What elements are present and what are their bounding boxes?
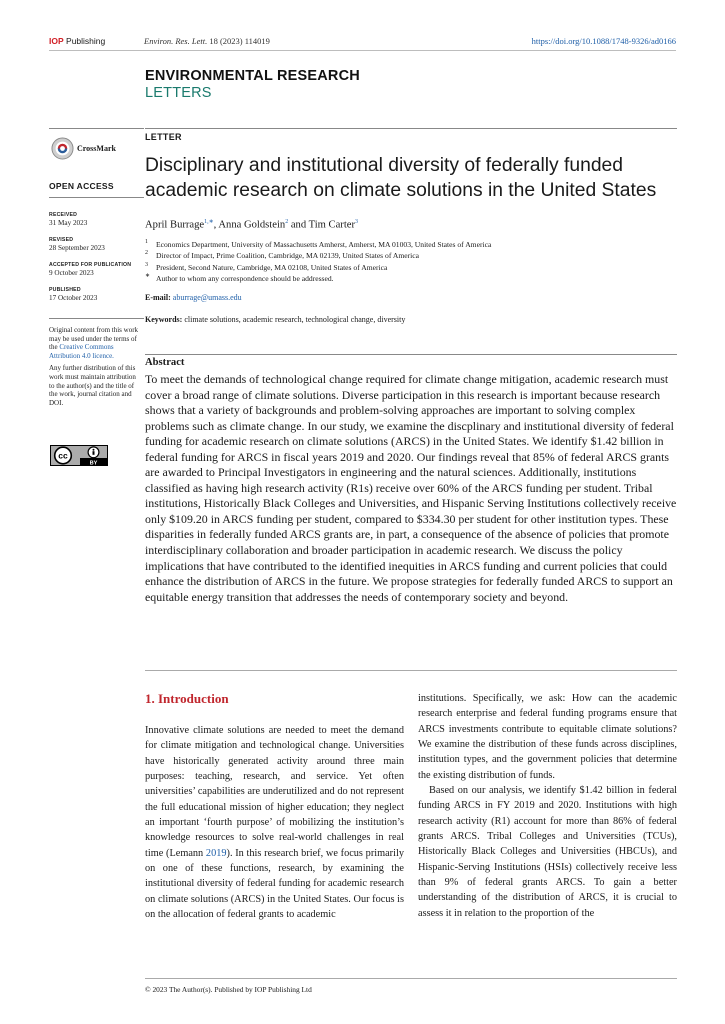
date-value: 17 October 2023 — [49, 294, 98, 302]
date-label: PUBLISHED — [49, 287, 81, 293]
author-name: April Burrage — [145, 219, 205, 231]
contact-email: E-mail: aburrage@umass.edu — [145, 293, 242, 302]
affiliation-row: 2 Director of Impact, Prime Coalition, Cambridge, MA 02139, United States of America — [145, 250, 419, 261]
author-name: Tim Carter — [308, 219, 355, 231]
date-label: ACCEPTED FOR PUBLICATION — [49, 262, 132, 268]
running-header — [49, 36, 676, 48]
license-paragraph: Original content from this work may be used under the terms of the Creative Commons Attribution 4.0 licence. — [49, 326, 139, 360]
cc-licence-link[interactable]: Creative Commons Attribution 4.0 licence. — [49, 343, 114, 360]
journal-citation: Environ. Res. Lett. 18 (2023) 114019 — [144, 36, 270, 46]
date-published — [49, 287, 139, 312]
date-value: 9 October 2023 — [49, 269, 94, 277]
crossmark-icon — [51, 137, 74, 160]
keywords: Keywords: climate solutions, academic research, technological change, diversity — [145, 315, 406, 324]
affiliation-row: 1 Economics Department, University of Massachusetts Amherst, Amherst, MA 01003, United States of America — [145, 239, 492, 249]
iop-publishing-logo: IOP Publishing — [49, 36, 106, 46]
cc-by-badge[interactable] — [50, 445, 108, 466]
sidebar-rule — [49, 197, 144, 198]
doi-link[interactable]: https://doi.org/10.1088/1748-9326/ad0166 — [531, 36, 676, 46]
copyright-footer: © 2023 The Author(s). Published by IOP Publishing Ltd — [145, 985, 312, 994]
sidebar-top-rule — [49, 128, 144, 129]
date-label: REVISED — [49, 237, 74, 243]
footer-rule — [145, 978, 677, 979]
abstract-heading: Abstract — [145, 357, 185, 368]
crossmark-label: CrossMark — [77, 144, 116, 153]
affiliations — [145, 239, 665, 284]
date-received — [49, 212, 139, 237]
open-access-label: OPEN ACCESS — [49, 181, 114, 191]
journal-name-line2: LETTERS — [145, 85, 212, 101]
date-revised — [49, 237, 139, 262]
date-value: 31 May 2023 — [49, 219, 88, 227]
article-title: Disciplinary and institutional diversity of federally funded academic research on climate solutions in the United States — [145, 155, 657, 201]
section-heading-introduction: 1. Introduction — [145, 691, 229, 706]
citation-link[interactable]: 2019 — [205, 847, 227, 859]
body-column-right: institutions. Specifically, we ask: How can the academic research enterprise and federal funding programs ensure that ARCS investments contribute to equitable climate solutions? We examine the distribution of these funds across disciplines, institution types, and the government policies that determine the existing distribution of funds. Based on our analysis, we identify $1.42 billion in federal funding ARCS in FY 2019 and 2020. Institutions with high research activity (R1) account for more than 86% of federal grants ARCS. Tribal Colleges and Universities (TCUs), Historically Black Colleges and Universities (HBCUs), and Hispanic-Serving Institutions (HSIs) collectively receive less than 9% of federal grants ARCS. To gain a better understanding of the distribution of ARCS, it is crucial to assess it in relation to the proportion of the — [418, 693, 677, 919]
body-column-left: Innovative climate solutions are needed to meet the demand for climate mitigation and technological change. Universities have historically generated activity around three main purposes: teaching, research, and service. Yet often universities’ capabilities are underutilized and do not represent the full educational mission of higher education; they neglect an important ‘fourth purpose’ of mobilizing the institution’s knowledge resources to solve real-world challenges in real time (Lemann 2019). In this research brief, we focus primarily on one of these functions, research, by examining the institutional diversity of federal funding for academic research on climate solutions (ARCS) in the United States. Our focus is on the allocation of federal grants to academic — [145, 725, 404, 921]
date-value: 28 September 2023 — [49, 244, 105, 252]
author-affiliation-mark[interactable]: 3 — [355, 219, 358, 225]
journal-name-line1: ENVIRONMENTAL RESEARCH — [145, 68, 360, 84]
correspondence-note: ∗ Author to whom any correspondence should be addressed. — [145, 272, 334, 283]
header-rule — [49, 50, 676, 51]
author-name: Anna Goldstein — [218, 219, 286, 231]
date-label: RECEIVED — [49, 212, 78, 218]
svg-text:BY: BY — [89, 460, 98, 466]
author-list: April Burrage$^{1,∗}$, Anna Goldstein$^2$ and Tim Carter$^3$ — [145, 219, 358, 231]
cc-by-icon — [50, 445, 108, 466]
publication-dates — [49, 212, 139, 312]
license-attribution: Any further distribution of this work must maintain attribution to the author(s) and the title of the work, journal citation and DOI. — [49, 364, 136, 407]
abstract-bottom-rule — [145, 670, 677, 671]
journal-name — [145, 68, 360, 102]
crossmark-button[interactable] — [49, 137, 144, 163]
author-affiliation-mark[interactable]: 1,∗ — [204, 219, 214, 225]
svg-text:cc: cc — [58, 450, 68, 461]
abstract-top-rule — [145, 354, 677, 355]
author-affiliation-mark[interactable]: 2 — [285, 219, 289, 225]
date-accepted — [49, 262, 139, 287]
license-notice — [49, 326, 141, 411]
email-link[interactable]: aburrage@umass.edu — [172, 293, 242, 302]
main-top-rule — [145, 128, 677, 129]
sidebar-rule — [49, 318, 144, 319]
abstract-text: To meet the demands of technological change required for climate change mitigation, academic research must cover a broad range of climate solutions. Diverse participation in this research is important because research shows that a variety of backgrounds and problem-solving approaches are important to solving complex problems such as climate change. In our study, we examine the discplinary and institutional diversity of federal funding for academic research on climate solutions (ARCS) in the United States. We identify $1.42 billion in federal funding for ARCS in fiscal years 2019 and 2020. Our findings reveal that 85% of federal ARCS grants are awarded to Principal Investigators in engineering and the natural sciences. Additionally, institutions classified as having high research activity (R1s) receive over 60% of the ARCS funding per student. Tribal institutions, Historically Black Colleges and Universities, and Hispanic Serving Institutions collectively receive only $109.20 in ARCS funding per student, compared to $334.30 per student for other institution types. These disparities in federally funded ARCS grants are, in part, a consequence of the absence of policies that promote interdisciplinary collaboration and broader participation in academic research. We discuss the policy implications that have contributed to the identified inequities in ARCS funding and current policies that could enhance the distribution of ARCS in the future. We propose strategies for federally funded ARCS to support an equitable energy transition that addresses the needs of contemporary society and beyond. — [145, 372, 677, 604]
affiliation-row: 3 President, Second Nature, Cambridge, MA 02108, United States of America — [145, 261, 388, 272]
article-type: LETTER — [145, 132, 182, 142]
